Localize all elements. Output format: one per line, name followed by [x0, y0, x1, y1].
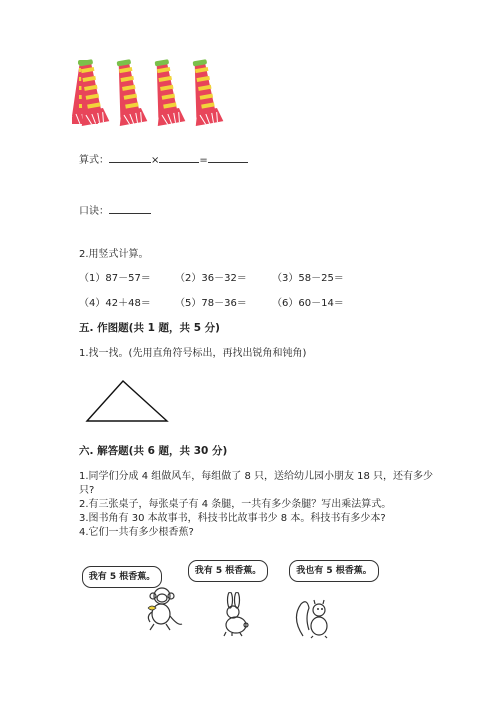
shuttlecock-column [109, 58, 148, 126]
calc-item-4: （4）42＋48＝ [79, 298, 151, 309]
times-sign: × [151, 155, 160, 166]
section-6-question-1-line-1: 1.同学们分成 4 组做风车，每组做了 8 只，送给幼儿园小朋友 18 只，还有多少 [79, 471, 434, 482]
section-6-question-2: 2.有三张桌子，每张桌子有 4 条腿，一共有多少条腿？写出乘法算式。 [79, 499, 392, 510]
rabbit-icon [218, 592, 254, 638]
section-6-question-4: 4.它们一共有多少根香蕉? [79, 527, 194, 538]
triangle [87, 381, 167, 421]
section-5-heading: 五. 作图题(共 1 题，共 5 分) [79, 322, 220, 334]
shuttlecock-column [147, 58, 186, 126]
triangle-figure [84, 378, 170, 424]
equals-sign: = [199, 155, 208, 166]
monkey-icon [140, 586, 186, 634]
question-2-title: 2.用竖式计算。 [79, 249, 149, 260]
rhyme-label: 口诀： [79, 206, 109, 217]
rhyme-blank[interactable] [109, 203, 151, 214]
speech-bubble-monkey: 我有 5 根香蕉。 [82, 566, 162, 588]
squirrel-icon [293, 596, 337, 640]
formula-blank-2[interactable] [159, 152, 199, 163]
section-5-question-1: 1.找一找。(先用直角符号标出，再找出锐角和钝角) [79, 348, 307, 359]
calc-item-2: （2）36－32＝ [175, 273, 247, 284]
calc-item-6: （6）60－14＝ [272, 298, 344, 309]
rhyme-line [79, 203, 151, 219]
calc-item-5: （5）78－36＝ [175, 298, 247, 309]
formula-blank-3[interactable] [208, 152, 248, 163]
calc-item-3: （3）58－25＝ [272, 273, 344, 284]
section-6-question-3: 3.图书角有 30 本故事书，科技书比故事书少 8 本。科技书有多少本? [79, 513, 386, 524]
speech-bubble-rabbit: 我有 5 根香蕉。 [188, 560, 268, 582]
shuttlecock-column [185, 58, 224, 126]
formula-label: 算式： [79, 155, 109, 166]
section-6-heading: 六. 解答题(共 6 题，共 30 分) [79, 445, 228, 457]
formula-line [79, 152, 248, 168]
shuttlecocks-illustration [72, 58, 232, 130]
section-6-question-1-line-2: 只? [79, 485, 95, 496]
formula-blank-1[interactable] [109, 152, 151, 163]
calc-item-1: （1）87－57＝ [79, 273, 151, 284]
speech-bubble-squirrel: 我也有 5 根香蕉。 [289, 560, 379, 582]
